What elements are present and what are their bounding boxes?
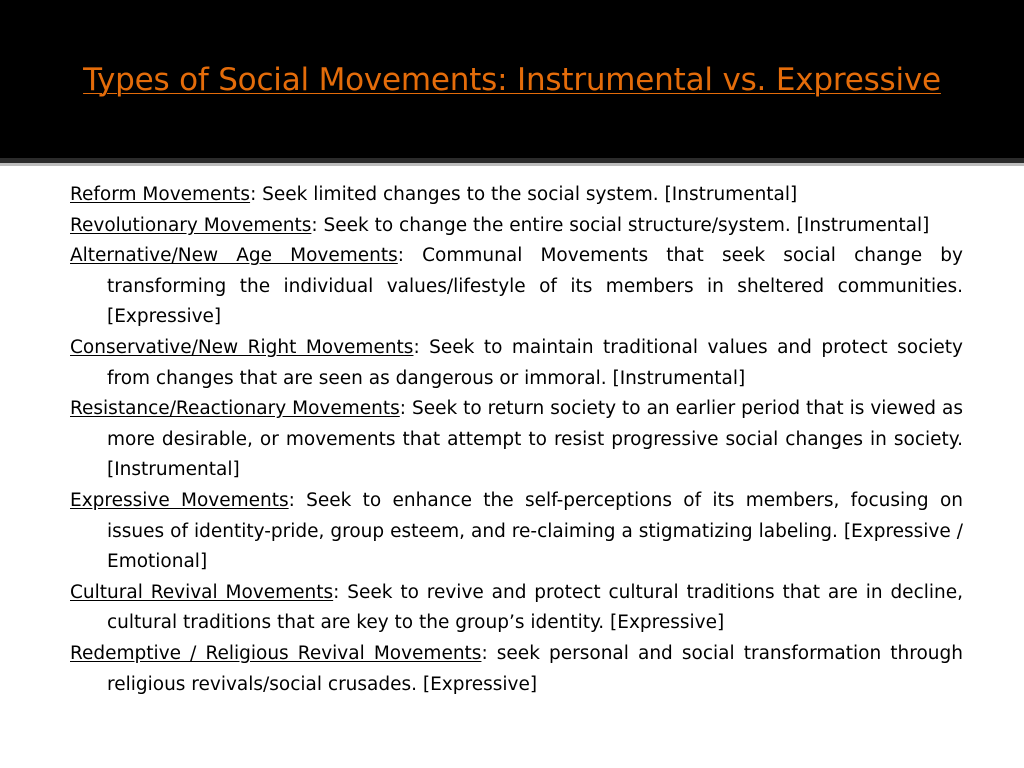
movement-description: Seek to enhance the self-perceptions of its members, focusing on issues of identity-pride, group esteem, and re-claiming a stigmatizing labeling. [Expressive / Emotional] — [107, 489, 963, 573]
title-divider-highlight — [0, 163, 1024, 166]
list-item — [70, 241, 963, 333]
movement-description: Seek to maintain traditional values and protect society from changes that are seen as dangerous or immoral. [Instrumental] — [107, 336, 963, 389]
term-separator: : — [288, 489, 295, 511]
list-item — [70, 639, 963, 700]
movement-term: Expressive Movements — [70, 489, 289, 511]
movement-term: Reform Movements — [70, 184, 251, 205]
title-band — [0, 0, 1024, 158]
slide-title: Types of Social Movements: Instrumental vs. Expressive — [83, 62, 941, 98]
term-separator: : — [397, 245, 404, 267]
term-separator: : — [333, 581, 340, 603]
movement-term: Revolutionary Movements — [70, 214, 312, 236]
movement-description: Seek limited changes to the social system. [Instrumental] — [256, 184, 798, 205]
movement-term: Resistance/Reactionary Movements — [70, 398, 400, 420]
movement-term: Redemptive / Religious Revival Movements — [70, 642, 482, 664]
list-item — [70, 211, 963, 242]
list-item — [70, 394, 963, 486]
term-separator: : — [413, 336, 420, 358]
list-item — [70, 333, 963, 394]
list-item — [70, 180, 963, 211]
movement-description: Seek to return society to an earlier period that is viewed as more desirable, or movements that attempt to resist progressive social changes in society. [Instrumental] — [107, 398, 963, 481]
term-separator: : — [250, 184, 257, 205]
term-separator: : — [311, 214, 318, 236]
movement-list — [70, 180, 963, 700]
movement-term: Conservative/New Right Movements — [70, 336, 414, 358]
movement-description: Seek to revive and protect cultural traditions that are in decline, cultural traditions that are key to the group’s identity. [Expressive] — [107, 581, 964, 634]
movement-description: Seek to change the entire social structure/system. [Instrumental] — [317, 214, 930, 236]
movement-term: Alternative/New Age Movements — [70, 245, 398, 267]
movement-description: seek personal and social transformation through religious revivals/social crusades. [Expressive] — [107, 642, 963, 695]
term-separator: : — [481, 642, 488, 664]
list-item — [70, 486, 963, 578]
movement-term: Cultural Revival Movements — [70, 581, 334, 603]
movement-description: Communal Movements that seek social change by transforming the individual values/lifestyle of its members in sheltered communities. [Expressive] — [107, 245, 963, 328]
term-separator: : — [399, 398, 406, 420]
list-item — [70, 578, 963, 639]
